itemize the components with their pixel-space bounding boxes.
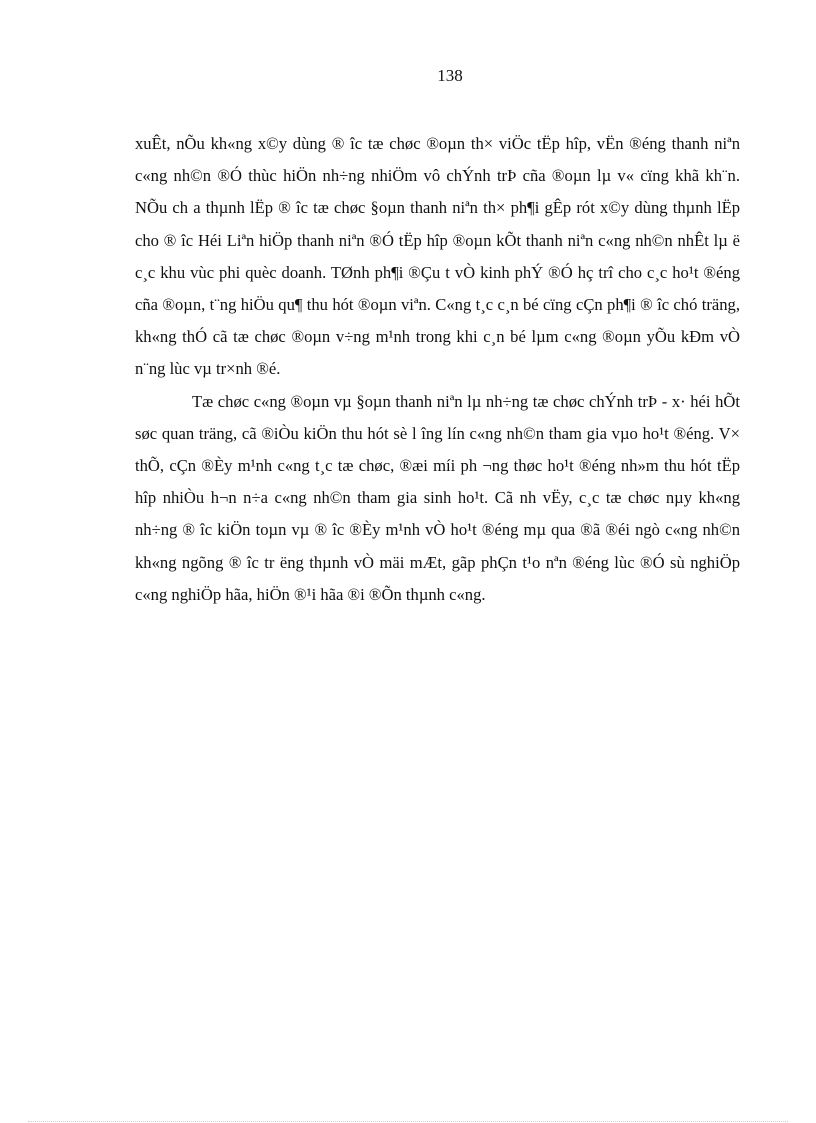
paragraph-1: xuÊt, nÕu kh«ng x©y dùng ® îc tæ chøc ®oµn th× viÖc tËp hîp, vËn ®éng thanh niªn c«ng nh©n ®Ó thùc hiÖn nh÷ng nhiÖm vô chÝnh trÞ cña ®oµn lµ v« cïng khã kh¨n. NÕu ch a thµnh lËp ® îc tæ chøc §oµn thanh niªn th× ph¶i gÊp rót x©y dùng thµnh lËp cho ® îc Héi Liªn hiÖp thanh niªn ®Ó tËp hîp ®oµn kÕt thanh niªn c«ng nh©n nhÊt lµ ë c¸c khu vùc phi quèc doanh. TØnh ph¶i ®Çu t vÒ kinh phÝ ®Ó hç trî cho c¸c ho¹t ®éng cña ®oµn, t¨ng hiÖu qu¶ thu hót ®oµn viªn. C«ng t¸c c¸n bé cïng cÇn ph¶i ® îc chó träng, kh«ng thÓ cã tæ chøc ®oµn v÷ng m¹nh trong khi c¸n bé lµm c«ng ®oµn yÕu kÐm vÒ n¨ng lùc vµ tr×nh ®é.	[135, 134, 740, 379]
page-bottom-edge	[28, 1121, 788, 1122]
page-number: 138	[437, 66, 463, 85]
body-text	[135, 128, 740, 611]
paragraph-2: Tæ chøc c«ng ®oµn vµ §oµn thanh niªn lµ nh÷ng tæ chøc chÝnh trÞ - x· héi hÕt søc quan träng, cã ®iÒu kiÖn thu hót sè l îng lín c«ng nh©n tham gia vµo ho¹t ®éng. V× thÕ, cÇn ®Èy m¹nh c«ng t¸c tæ chøc, ®æi míi ph ¬ng thøc ho¹t ®éng nh»m thu hót tËp hîp nhiÒu h¬n n÷a c«ng nh©n tham gia sinh ho¹t. Cã nh vËy, c¸c tæ chøc nµy kh«ng nh÷ng ® îc kiÖn toµn vµ ® îc ®Èy m¹nh vÒ ho¹t ®éng mµ qua ®ã ®éi ngò c«ng nh©n kh«ng ngõng ® îc tr ëng thµnh vÒ mäi mÆt, gãp phÇn t¹o nªn ®éng lùc ®Ó sù nghiÖp c«ng nghiÖp hãa, hiÖn ®¹i hãa ®i ®Õn thµnh c«ng.	[135, 391, 740, 604]
